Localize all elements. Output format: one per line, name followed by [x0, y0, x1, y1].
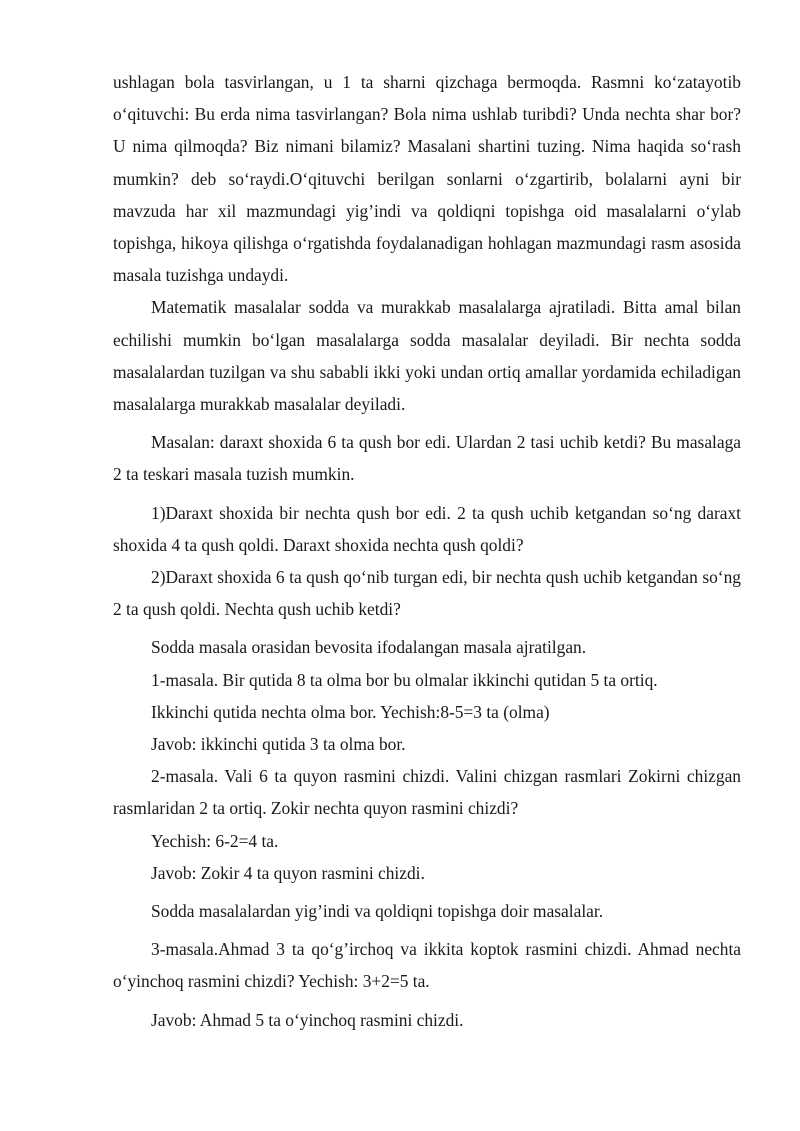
paragraph-inverse-problem-1: 1)Daraxt shoxida bir nechta qush bor edi. 2 ta qush uchib ketgandan so‘ng daraxt shoxida 4 ta qush qoldi. Daraxt shoxida nechta qush qoldi? [113, 502, 741, 555]
paragraph-problem-2-answer: Javob: Zokir 4 ta quyon rasmini chizdi. [151, 862, 425, 883]
paragraph-intro-continuation: ushlagan bola tasvirlangan, u 1 ta sharni qizchaga bermoqda. Rasmni ko‘zatayotib o‘qituvchi: Bu erda nima tasvirlangan? Bola nima ushlab turibdi? Unda nechta shar bor? U nima qilmoqda? Biz nimani bilamiz? Masalani shartini tuzing. Nima haqida so‘rash mumkin? deb so‘raydi.O‘qituvchi berilgan sonlarni o‘zgartirib, bolalarni ayni bir mavzuda har xil mazmundagi yig’indi va qoldiqni topishga oid masalalarni o‘ylab topishga, hikoya qilishga o‘rgatishda foydalanadigan hohlagan mazmundagi rasm asosida masala tuzishga undaydi. [113, 72, 741, 286]
paragraph-problem-2-solution: Yechish: 6-2=4 ta. [151, 830, 279, 851]
paragraph-problem-2: 2-masala. Vali 6 ta quyon rasmini chizdi. Valini chizgan rasmlari Zokirni chizgan rasmlaridan 2 ta ortiq. Zokir nechta quyon rasmini chizdi? [113, 766, 741, 819]
paragraph-problem-3-answer: Javob: Ahmad 5 ta o‘yinchoq rasmini chizdi. [151, 1009, 464, 1030]
paragraph-simple-problem-note: Sodda masala orasidan bevosita ifodalangan masala ajratilgan. [151, 637, 587, 658]
paragraph-sum-remainder-heading: Sodda masalalardan yig’indi va qoldiqni topishga doir masalalar. [151, 901, 604, 922]
paragraph-example: Masalan: daraxt shoxida 6 ta qush bor edi. Ulardan 2 tasi uchib ketdi? Bu masalaga 2 ta teskari masala tuzish mumkin. [113, 432, 741, 485]
paragraph-problem-1-answer: Javob: ikkinchi qutida 3 ta olma bor. [151, 734, 406, 755]
paragraph-problem-types: Matematik masalalar sodda va murakkab masalalarga ajratiladi. Bitta amal bilan echilishi mumkin bo‘lgan masalalarga sodda masalalar deyiladi. Bir nechta sodda masalalardan tuzilgan va shu sababli ikki yoki undan ortiq amallar yordamida echiladigan masalalarga murakkab masalalar deyiladi. [113, 297, 741, 415]
paragraph-problem-1: 1-masala. Bir qutida 8 ta olma bor bu olmalar ikkinchi qutidan 5 ta ortiq. [151, 669, 658, 690]
paragraph-inverse-problem-2: 2)Daraxt shoxida 6 ta qush qo‘nib turgan edi, bir nechta qush uchib ketgandan so‘ng 2 ta qush qoldi. Nechta qush uchib ketdi? [113, 567, 741, 620]
paragraph-problem-3: 3-masala.Ahmad 3 ta qo‘g’irchoq va ikkita koptok rasmini chizdi. Ahmad nechta o‘yinchoq rasmini chizdi? Yechish: 3+2=5 ta. [113, 939, 741, 992]
paragraph-problem-1-solution: Ikkinchi qutida nechta olma bor. Yechish:8-5=3 ta (olma) [151, 701, 550, 722]
document-body [113, 66, 741, 1036]
